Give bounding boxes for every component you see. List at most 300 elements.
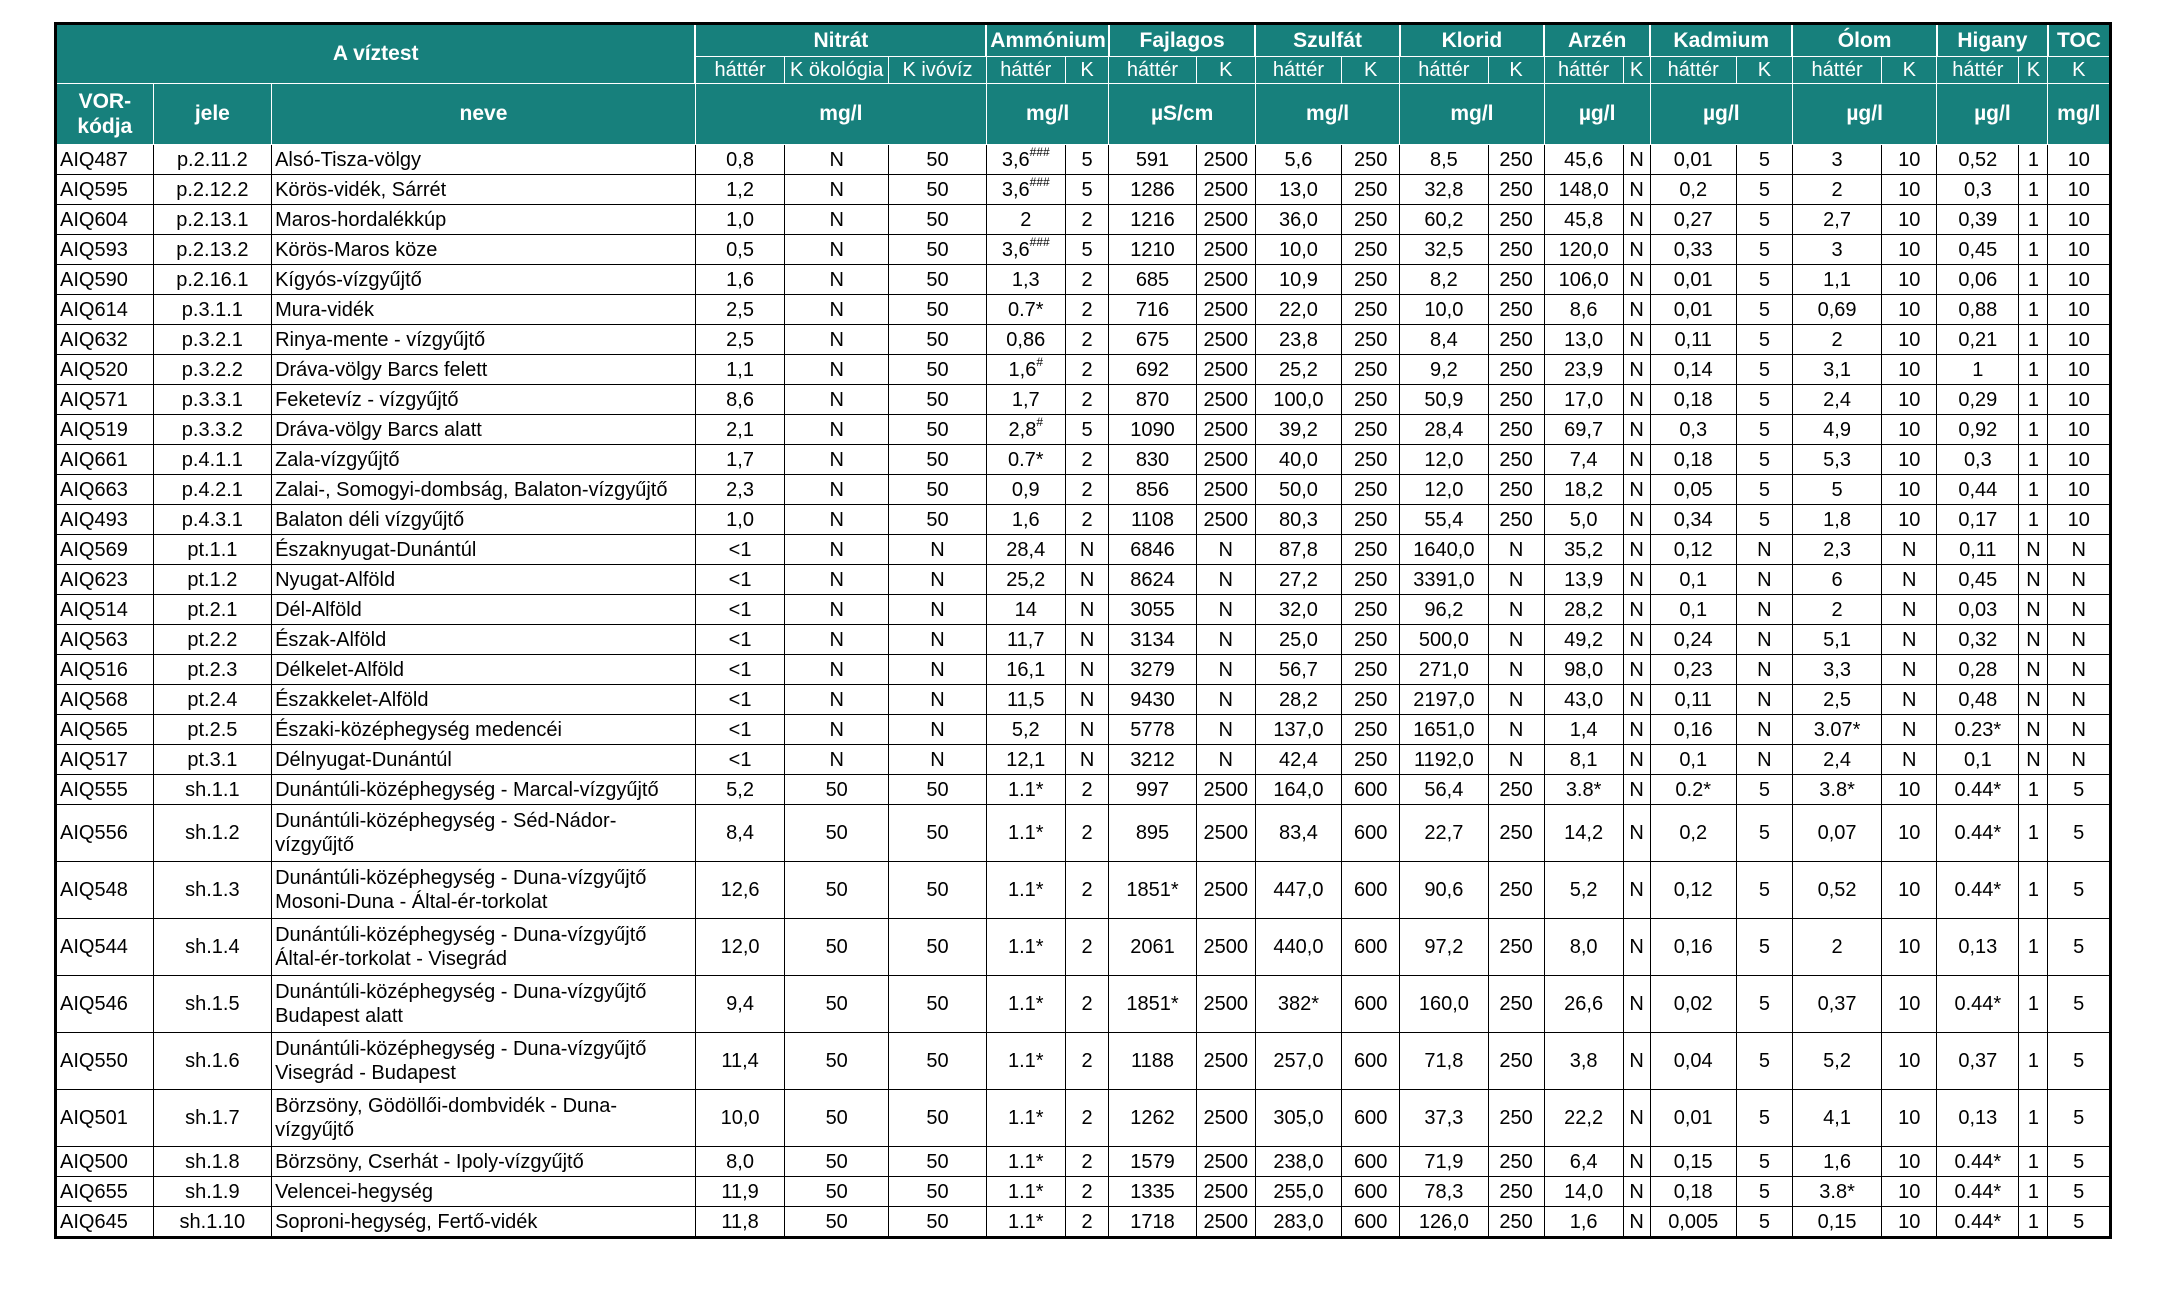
cell-fajlagos-k: 2500 [1196, 805, 1255, 862]
subheader-k: K [2048, 57, 2111, 84]
cell-nitrat-k-okologia: N [785, 685, 889, 715]
cell-kadmium-k: 5 [1736, 1090, 1792, 1147]
cell-klorid-hatter: 1640,0 [1400, 535, 1488, 565]
cell-ammonium-k: 2 [1065, 505, 1109, 535]
cell-olom-hatter: 4,9 [1792, 415, 1881, 445]
cell-kadmium-k: N [1736, 535, 1792, 565]
cell-fajlagos-hatter: 1851* [1109, 976, 1196, 1033]
cell-fajlagos-hatter: 1210 [1109, 235, 1196, 265]
cell-toc-k: N [2048, 715, 2111, 745]
cell-ammonium-hatter: 1.1* [986, 919, 1065, 976]
cell-arzen-hatter: 23,9 [1544, 355, 1623, 385]
cell-ammonium-hatter: 1,7 [986, 385, 1065, 415]
cell-nitrat-k-okologia: N [785, 475, 889, 505]
cell-toc-k: 5 [2048, 919, 2111, 976]
cell-neve: Rinya-mente - vízgyűjtő [272, 325, 696, 355]
group-header-fajlagos: Fajlagos [1109, 24, 1255, 57]
cell-nitrat-k-okologia: N [785, 715, 889, 745]
cell-higany-k: 1 [2019, 445, 2048, 475]
cell-nitrat-hatter: <1 [695, 745, 784, 775]
cell-arzen-hatter: 45,6 [1544, 145, 1623, 175]
cell-higany-hatter: 1 [1937, 355, 2019, 385]
cell-kadmium-hatter: 0,18 [1650, 1177, 1736, 1207]
cell-nitrat-k-okologia: 50 [785, 775, 889, 805]
cell-klorid-hatter: 37,3 [1400, 1090, 1488, 1147]
cell-ammonium-hatter: 1.1* [986, 976, 1065, 1033]
cell-arzen-k: N [1623, 1147, 1650, 1177]
cell-szulfat-k: 600 [1342, 1177, 1400, 1207]
cell-nitrat-k-ivoviz: 50 [889, 1033, 987, 1090]
table-row [56, 1033, 2111, 1090]
cell-szulfat-hatter: 50,0 [1255, 475, 1341, 505]
cell-nitrat-k-ivoviz: 50 [889, 355, 987, 385]
cell-toc-k: N [2048, 565, 2111, 595]
cell-vor-code: AIQ614 [56, 295, 154, 325]
cell-szulfat-k: 250 [1342, 445, 1400, 475]
cell-toc-k: 5 [2048, 805, 2111, 862]
cell-toc-k: 10 [2048, 205, 2111, 235]
cell-higany-k: 1 [2019, 1177, 2048, 1207]
cell-szulfat-k: 250 [1342, 505, 1400, 535]
cell-arzen-hatter: 49,2 [1544, 625, 1623, 655]
cell-szulfat-k: 250 [1342, 205, 1400, 235]
cell-jele: sh.1.4 [153, 919, 271, 976]
table-row [56, 415, 2111, 445]
cell-kadmium-hatter: 0.2* [1650, 775, 1736, 805]
cell-olom-hatter: 3,3 [1792, 655, 1881, 685]
cell-olom-k: 10 [1882, 862, 1937, 919]
cell-nitrat-hatter: <1 [695, 565, 784, 595]
cell-neve: Dunántúli-középhegység - Duna-vízgyűjtő Budapest alatt [272, 976, 696, 1033]
footnote-marker: ### [1029, 144, 1050, 159]
cell-olom-k: 10 [1882, 445, 1937, 475]
cell-nitrat-k-okologia: 50 [785, 805, 889, 862]
cell-toc-k: 10 [2048, 415, 2111, 445]
cell-fajlagos-hatter: 6846 [1109, 535, 1196, 565]
table-row [56, 775, 2111, 805]
cell-arzen-k: N [1623, 976, 1650, 1033]
cell-ammonium-k: 2 [1065, 976, 1109, 1033]
cell-arzen-k: N [1623, 919, 1650, 976]
cell-kadmium-k: 5 [1736, 862, 1792, 919]
subheader-k: K [1488, 57, 1544, 84]
cell-kadmium-k: N [1736, 655, 1792, 685]
cell-fajlagos-hatter: 9430 [1109, 685, 1196, 715]
cell-nitrat-hatter: 11,4 [695, 1033, 784, 1090]
cell-arzen-k: N [1623, 265, 1650, 295]
cell-nitrat-hatter: 11,9 [695, 1177, 784, 1207]
cell-olom-k: 10 [1882, 355, 1937, 385]
cell-szulfat-k: 250 [1342, 475, 1400, 505]
group-header-arzen: Arzén [1544, 24, 1650, 57]
cell-toc-k: 10 [2048, 145, 2111, 175]
cell-klorid-hatter: 1651,0 [1400, 715, 1488, 745]
unit-ammonium: mg/l [986, 84, 1109, 145]
cell-klorid-k: 250 [1488, 235, 1544, 265]
cell-olom-hatter: 4,1 [1792, 1090, 1881, 1147]
cell-fajlagos-k: 2500 [1196, 265, 1255, 295]
waterbody-header: A víztest [56, 24, 696, 84]
cell-nitrat-k-okologia: N [785, 745, 889, 775]
cell-arzen-k: N [1623, 595, 1650, 625]
cell-klorid-k: 250 [1488, 205, 1544, 235]
cell-higany-hatter: 0,03 [1937, 595, 2019, 625]
cell-nitrat-hatter: 5,2 [695, 775, 784, 805]
unit-nitrat: mg/l [695, 84, 986, 145]
subheader-hatter: háttér [1937, 57, 2019, 84]
cell-nitrat-hatter: 1,7 [695, 445, 784, 475]
cell-klorid-hatter: 8,4 [1400, 325, 1488, 355]
cell-szulfat-k: 250 [1342, 145, 1400, 175]
cell-szulfat-hatter: 42,4 [1255, 745, 1341, 775]
cell-arzen-k: N [1623, 415, 1650, 445]
cell-szulfat-k: 600 [1342, 919, 1400, 976]
cell-nitrat-k-ivoviz: 50 [889, 1207, 987, 1238]
cell-nitrat-k-okologia: 50 [785, 1033, 889, 1090]
cell-ammonium-hatter: 12,1 [986, 745, 1065, 775]
cell-ammonium-k: 5 [1065, 175, 1109, 205]
cell-toc-k: 10 [2048, 295, 2111, 325]
cell-fajlagos-k: 2500 [1196, 445, 1255, 475]
cell-klorid-hatter: 78,3 [1400, 1177, 1488, 1207]
cell-vor-code: AIQ550 [56, 1033, 154, 1090]
cell-szulfat-k: 250 [1342, 175, 1400, 205]
cell-vor-code: AIQ590 [56, 265, 154, 295]
cell-neve: Körös-Maros köze [272, 235, 696, 265]
cell-higany-k: 1 [2019, 1090, 2048, 1147]
table-row [56, 265, 2111, 295]
cell-nitrat-k-ivoviz: 50 [889, 235, 987, 265]
cell-vor-code: AIQ632 [56, 325, 154, 355]
cell-olom-hatter: 0,69 [1792, 295, 1881, 325]
cell-fajlagos-k: 2500 [1196, 862, 1255, 919]
cell-kadmium-k: 5 [1736, 415, 1792, 445]
table-row [56, 862, 2111, 919]
cell-nitrat-k-ivoviz: 50 [889, 505, 987, 535]
cell-toc-k: 5 [2048, 1090, 2111, 1147]
header-neve: neve [272, 84, 696, 145]
group-header-nitrat: Nitrát [695, 24, 986, 57]
subheader-hatter: háttér [1255, 57, 1341, 84]
cell-nitrat-k-ivoviz: N [889, 535, 987, 565]
cell-arzen-k: N [1623, 385, 1650, 415]
cell-szulfat-hatter: 164,0 [1255, 775, 1341, 805]
cell-klorid-k: N [1488, 685, 1544, 715]
table-row [56, 385, 2111, 415]
cell-szulfat-k: 600 [1342, 1207, 1400, 1238]
cell-ammonium-k: 2 [1065, 265, 1109, 295]
cell-ammonium-k: 2 [1065, 355, 1109, 385]
cell-szulfat-k: 250 [1342, 415, 1400, 445]
cell-arzen-k: N [1623, 1090, 1650, 1147]
cell-ammonium-k: 2 [1065, 295, 1109, 325]
cell-kadmium-k: 5 [1736, 1177, 1792, 1207]
cell-vor-code: AIQ568 [56, 685, 154, 715]
group-header-olom: Ólom [1792, 24, 1936, 57]
cell-nitrat-k-okologia: N [785, 265, 889, 295]
cell-higany-hatter: 0.44* [1937, 1177, 2019, 1207]
unit-fajlagos: µS/cm [1109, 84, 1255, 145]
cell-arzen-k: N [1623, 1033, 1650, 1090]
cell-nitrat-k-okologia: 50 [785, 1177, 889, 1207]
cell-neve: Börzsöny, Cserhát - Ipoly-vízgyűjtő [272, 1147, 696, 1177]
cell-higany-hatter: 0,06 [1937, 265, 2019, 295]
cell-szulfat-hatter: 13,0 [1255, 175, 1341, 205]
cell-ammonium-hatter: 1.1* [986, 775, 1065, 805]
cell-szulfat-k: 250 [1342, 535, 1400, 565]
cell-vor-code: AIQ555 [56, 775, 154, 805]
subheader-k: K [1065, 57, 1109, 84]
cell-vor-code: AIQ500 [56, 1147, 154, 1177]
cell-kadmium-hatter: 0,18 [1650, 385, 1736, 415]
cell-arzen-k: N [1623, 775, 1650, 805]
cell-arzen-hatter: 13,9 [1544, 565, 1623, 595]
cell-nitrat-k-okologia: N [785, 385, 889, 415]
cell-jele: p.2.12.2 [153, 175, 271, 205]
cell-olom-hatter: 2 [1792, 595, 1881, 625]
cell-szulfat-k: 250 [1342, 685, 1400, 715]
cell-klorid-hatter: 97,2 [1400, 919, 1488, 976]
cell-olom-hatter: 3,1 [1792, 355, 1881, 385]
cell-olom-hatter: 2,4 [1792, 385, 1881, 415]
cell-olom-hatter: 1,8 [1792, 505, 1881, 535]
cell-kadmium-k: 5 [1736, 805, 1792, 862]
cell-nitrat-k-ivoviz: N [889, 595, 987, 625]
group-header-ammonium: Ammónium [986, 24, 1109, 57]
cell-kadmium-k: 5 [1736, 205, 1792, 235]
cell-higany-hatter: 0,13 [1937, 1090, 2019, 1147]
cell-ammonium-hatter: 2 [986, 205, 1065, 235]
cell-olom-hatter: 0,15 [1792, 1207, 1881, 1238]
cell-arzen-hatter: 3,8 [1544, 1033, 1623, 1090]
cell-szulfat-hatter: 40,0 [1255, 445, 1341, 475]
cell-jele: p.3.2.1 [153, 325, 271, 355]
cell-higany-k: 1 [2019, 805, 2048, 862]
cell-arzen-k: N [1623, 325, 1650, 355]
cell-ammonium-hatter: 1.1* [986, 1147, 1065, 1177]
cell-klorid-k: N [1488, 535, 1544, 565]
cell-fajlagos-hatter: 997 [1109, 775, 1196, 805]
cell-toc-k: 10 [2048, 475, 2111, 505]
cell-klorid-k: N [1488, 715, 1544, 745]
cell-nitrat-hatter: 2,5 [695, 325, 784, 355]
cell-fajlagos-hatter: 3279 [1109, 655, 1196, 685]
cell-szulfat-k: 250 [1342, 565, 1400, 595]
cell-fajlagos-k: 2500 [1196, 1177, 1255, 1207]
groundwater-threshold-table-container [54, 22, 2112, 1239]
cell-arzen-k: N [1623, 862, 1650, 919]
cell-neve: Mura-vidék [272, 295, 696, 325]
cell-ammonium-k: 5 [1065, 415, 1109, 445]
cell-nitrat-hatter: 1,0 [695, 505, 784, 535]
cell-kadmium-k: 5 [1736, 1033, 1792, 1090]
cell-olom-k: 10 [1882, 265, 1937, 295]
cell-arzen-k: N [1623, 205, 1650, 235]
cell-olom-k: N [1882, 745, 1937, 775]
cell-higany-k: N [2019, 685, 2048, 715]
table-row [56, 745, 2111, 775]
cell-fajlagos-hatter: 1335 [1109, 1177, 1196, 1207]
cell-nitrat-k-ivoviz: 50 [889, 805, 987, 862]
cell-nitrat-k-okologia: 50 [785, 862, 889, 919]
table-row [56, 715, 2111, 745]
cell-szulfat-hatter: 80,3 [1255, 505, 1341, 535]
cell-klorid-hatter: 9,2 [1400, 355, 1488, 385]
cell-kadmium-hatter: 0,01 [1650, 265, 1736, 295]
cell-szulfat-hatter: 28,2 [1255, 685, 1341, 715]
cell-higany-hatter: 0,3 [1937, 175, 2019, 205]
cell-kadmium-hatter: 0,01 [1650, 145, 1736, 175]
cell-nitrat-hatter: 8,0 [695, 1147, 784, 1177]
cell-nitrat-k-okologia: 50 [785, 1147, 889, 1177]
table-row [56, 445, 2111, 475]
cell-olom-hatter: 2 [1792, 175, 1881, 205]
cell-fajlagos-hatter: 3212 [1109, 745, 1196, 775]
cell-fajlagos-hatter: 1718 [1109, 1207, 1196, 1238]
cell-nitrat-hatter: 0,5 [695, 235, 784, 265]
cell-nitrat-hatter: <1 [695, 625, 784, 655]
cell-toc-k: 5 [2048, 1207, 2111, 1238]
cell-olom-k: 10 [1882, 805, 1937, 862]
cell-fajlagos-hatter: 2061 [1109, 919, 1196, 976]
cell-higany-hatter: 0,37 [1937, 1033, 2019, 1090]
cell-jele: pt.2.3 [153, 655, 271, 685]
cell-nitrat-k-ivoviz: N [889, 685, 987, 715]
cell-arzen-k: N [1623, 295, 1650, 325]
cell-neve: Zala-vízgyűjtő [272, 445, 696, 475]
cell-arzen-k: N [1623, 565, 1650, 595]
table-row [56, 505, 2111, 535]
cell-arzen-hatter: 5,2 [1544, 862, 1623, 919]
cell-klorid-hatter: 3391,0 [1400, 565, 1488, 595]
cell-arzen-k: N [1623, 475, 1650, 505]
subheader-hatter: háttér [1400, 57, 1488, 84]
cell-klorid-hatter: 56,4 [1400, 775, 1488, 805]
cell-fajlagos-k: 2500 [1196, 919, 1255, 976]
unit-olom: µg/l [1792, 84, 1936, 145]
cell-ammonium-k: N [1065, 655, 1109, 685]
cell-szulfat-hatter: 137,0 [1255, 715, 1341, 745]
cell-ammonium-k: 2 [1065, 325, 1109, 355]
cell-szulfat-k: 600 [1342, 1090, 1400, 1147]
cell-ammonium-hatter: 1.1* [986, 1090, 1065, 1147]
cell-szulfat-hatter: 25,0 [1255, 625, 1341, 655]
cell-kadmium-k: N [1736, 685, 1792, 715]
cell-olom-hatter: 2,3 [1792, 535, 1881, 565]
subheader-hatter: háttér [1792, 57, 1881, 84]
cell-ammonium-k: 2 [1065, 775, 1109, 805]
unit-arzen: µg/l [1544, 84, 1650, 145]
subheader-k: K [1623, 57, 1650, 84]
cell-ammonium-hatter: 0,9 [986, 475, 1065, 505]
cell-arzen-k: N [1623, 1177, 1650, 1207]
cell-higany-k: 1 [2019, 1207, 2048, 1238]
cell-arzen-hatter: 148,0 [1544, 175, 1623, 205]
cell-higany-k: 1 [2019, 235, 2048, 265]
cell-szulfat-k: 250 [1342, 655, 1400, 685]
cell-jele: sh.1.3 [153, 862, 271, 919]
cell-jele: sh.1.9 [153, 1177, 271, 1207]
cell-nitrat-hatter: 1,0 [695, 205, 784, 235]
table-row [56, 1177, 2111, 1207]
cell-jele: pt.2.5 [153, 715, 271, 745]
cell-klorid-hatter: 90,6 [1400, 862, 1488, 919]
cell-klorid-hatter: 126,0 [1400, 1207, 1488, 1238]
cell-neve: Dunántúli-középhegység - Séd-Nádor-vízgyűjtő [272, 805, 696, 862]
cell-nitrat-k-okologia: N [785, 145, 889, 175]
cell-fajlagos-hatter: 1579 [1109, 1147, 1196, 1177]
cell-klorid-k: 250 [1488, 1147, 1544, 1177]
cell-toc-k: 10 [2048, 325, 2111, 355]
cell-higany-k: N [2019, 655, 2048, 685]
cell-higany-k: 1 [2019, 1147, 2048, 1177]
cell-kadmium-k: 5 [1736, 145, 1792, 175]
cell-neve: Északi-középhegység medencéi [272, 715, 696, 745]
cell-fajlagos-hatter: 685 [1109, 265, 1196, 295]
cell-olom-k: N [1882, 625, 1937, 655]
cell-kadmium-hatter: 0,2 [1650, 175, 1736, 205]
cell-higany-hatter: 0.23* [1937, 715, 2019, 745]
cell-klorid-k: N [1488, 595, 1544, 625]
cell-arzen-k: N [1623, 745, 1650, 775]
cell-toc-k: 5 [2048, 1147, 2111, 1177]
cell-nitrat-k-okologia: N [785, 415, 889, 445]
cell-higany-k: 1 [2019, 415, 2048, 445]
cell-ammonium-k: 2 [1065, 475, 1109, 505]
cell-fajlagos-k: 2500 [1196, 355, 1255, 385]
cell-kadmium-k: N [1736, 565, 1792, 595]
cell-kadmium-hatter: 0,11 [1650, 325, 1736, 355]
cell-higany-k: N [2019, 745, 2048, 775]
cell-kadmium-hatter: 0,16 [1650, 919, 1736, 976]
cell-nitrat-k-ivoviz: 50 [889, 175, 987, 205]
cell-higany-hatter: 0,45 [1937, 235, 2019, 265]
cell-fajlagos-hatter: 830 [1109, 445, 1196, 475]
cell-kadmium-k: 5 [1736, 1147, 1792, 1177]
cell-klorid-k: N [1488, 625, 1544, 655]
cell-olom-hatter: 0,07 [1792, 805, 1881, 862]
unit-kadmium: µg/l [1650, 84, 1792, 145]
cell-szulfat-k: 600 [1342, 1147, 1400, 1177]
cell-arzen-hatter: 13,0 [1544, 325, 1623, 355]
cell-klorid-hatter: 8,2 [1400, 265, 1488, 295]
cell-higany-k: 1 [2019, 862, 2048, 919]
cell-vor-code: AIQ501 [56, 1090, 154, 1147]
cell-arzen-k: N [1623, 625, 1650, 655]
cell-olom-k: 10 [1882, 1090, 1937, 1147]
subheader-k: K [2019, 57, 2048, 84]
cell-fajlagos-k: 2500 [1196, 475, 1255, 505]
cell-vor-code: AIQ595 [56, 175, 154, 205]
cell-olom-hatter: 2 [1792, 919, 1881, 976]
cell-olom-k: 10 [1882, 1177, 1937, 1207]
table-body [56, 145, 2111, 1238]
table-row [56, 655, 2111, 685]
cell-higany-hatter: 0,28 [1937, 655, 2019, 685]
cell-jele: pt.2.2 [153, 625, 271, 655]
cell-arzen-k: N [1623, 1207, 1650, 1238]
cell-klorid-k: 250 [1488, 355, 1544, 385]
table-row [56, 919, 2111, 976]
cell-higany-k: N [2019, 625, 2048, 655]
cell-higany-hatter: 0,48 [1937, 685, 2019, 715]
cell-arzen-hatter: 106,0 [1544, 265, 1623, 295]
cell-nitrat-k-ivoviz: 50 [889, 1090, 987, 1147]
cell-vor-code: AIQ569 [56, 535, 154, 565]
subheader-hatter: háttér [1650, 57, 1736, 84]
cell-kadmium-hatter: 0,23 [1650, 655, 1736, 685]
cell-ammonium-hatter: 1.1* [986, 1033, 1065, 1090]
